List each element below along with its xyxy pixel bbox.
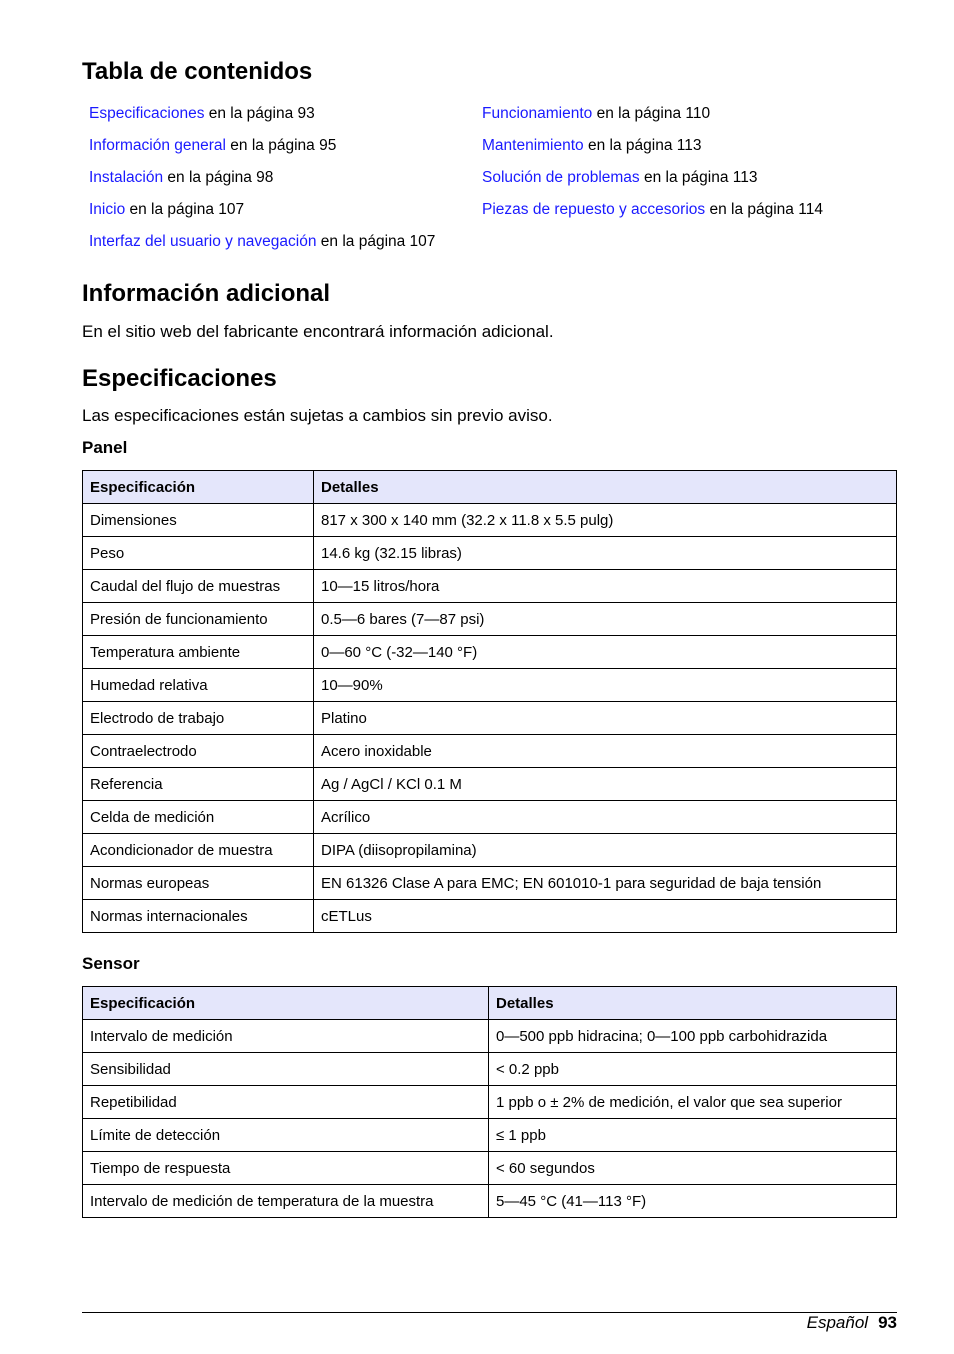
toc-link[interactable]: Mantenimiento <box>482 137 584 154</box>
table-row <box>83 504 897 537</box>
toc-left-column <box>89 104 435 264</box>
spec-name: Referencia <box>83 768 314 801</box>
table-row <box>83 1119 897 1152</box>
spec-name: Intervalo de medición de temperatura de la muestra <box>83 1185 489 1218</box>
spec-detail: EN 61326 Clase A para EMC; EN 601010-1 para seguridad de baja tensión <box>314 867 897 900</box>
spec-detail: ≤ 1 ppb <box>489 1119 897 1152</box>
spec-name: Tiempo de respuesta <box>83 1152 489 1185</box>
table-row <box>83 834 897 867</box>
spec-name: Temperatura ambiente <box>83 636 314 669</box>
spec-name: Presión de funcionamiento <box>83 603 314 636</box>
toc-page-ref: en la página 98 <box>163 169 274 186</box>
toc-link[interactable]: Piezas de repuesto y accesorios <box>482 201 706 218</box>
table-header-row <box>83 987 897 1020</box>
toc-entry <box>482 200 823 232</box>
table-row <box>83 1185 897 1218</box>
table-row <box>83 570 897 603</box>
toc-entry <box>89 200 435 232</box>
table-row <box>83 603 897 636</box>
table-header-row <box>83 471 897 504</box>
spec-name: Intervalo de medición <box>83 1020 489 1053</box>
toc-entry <box>482 168 823 200</box>
toc-link[interactable]: Funcionamiento <box>482 105 593 122</box>
specs-title: Especificaciones <box>82 365 277 392</box>
table-row <box>83 669 897 702</box>
toc-page-ref: en la página 113 <box>639 169 758 186</box>
spec-detail: Acero inoxidable <box>314 735 897 768</box>
table-row <box>83 735 897 768</box>
toc-link[interactable]: Instalación <box>89 169 164 186</box>
toc-right-column <box>482 104 823 232</box>
toc-page-ref: en la página 110 <box>592 105 711 122</box>
toc-link[interactable]: Interfaz del usuario y navegación <box>89 233 317 250</box>
table-row <box>83 537 897 570</box>
spec-name: Electrodo de trabajo <box>83 702 314 735</box>
spec-name: Normas internacionales <box>83 900 314 933</box>
spec-detail: 817 x 300 x 140 mm (32.2 x 11.8 x 5.5 pulg) <box>314 504 897 537</box>
spec-detail: 0—60 °C (-32—140 °F) <box>314 636 897 669</box>
footer-divider <box>82 1312 897 1313</box>
spec-name: Dimensiones <box>83 504 314 537</box>
spec-name: Humedad relativa <box>83 669 314 702</box>
spec-detail: 10—90% <box>314 669 897 702</box>
table-row <box>83 768 897 801</box>
spec-name: Normas europeas <box>83 867 314 900</box>
spec-name: Caudal del flujo de muestras <box>83 570 314 603</box>
table-row <box>83 1053 897 1086</box>
toc-entry <box>89 168 435 200</box>
toc-page-ref: en la página 107 <box>316 233 436 250</box>
spec-detail: 10—15 litros/hora <box>314 570 897 603</box>
spec-detail: Ag / AgCl / KCl 0.1 M <box>314 768 897 801</box>
spec-name: Límite de detección <box>83 1119 489 1152</box>
spec-name: Contraelectrodo <box>83 735 314 768</box>
spec-detail: DIPA (diisopropilamina) <box>314 834 897 867</box>
toc-link[interactable]: Información general <box>89 137 226 154</box>
spec-detail: cETLus <box>314 900 897 933</box>
page-number: 93 <box>878 1313 897 1332</box>
spec-detail: 14.6 kg (32.15 libras) <box>314 537 897 570</box>
toc-entry <box>482 104 823 136</box>
panel-spec-table <box>82 470 897 933</box>
toc-page-ref: en la página 95 <box>226 137 337 154</box>
column-header: Especificación <box>83 987 489 1020</box>
specs-intro-text: Las especificaciones están sujetas a cambios sin previo aviso. <box>82 406 553 425</box>
spec-name: Acondicionador de muestra <box>83 834 314 867</box>
additional-info-title: Información adicional <box>82 280 331 307</box>
additional-info-text: En el sitio web del fabricante encontrará información adicional. <box>82 322 554 341</box>
toc-page-ref: en la página 107 <box>125 201 245 218</box>
table-row <box>83 801 897 834</box>
panel-subtitle: Panel <box>82 438 128 457</box>
spec-detail: 1 ppb o ± 2% de medición, el valor que sea superior <box>489 1086 897 1119</box>
table-row <box>83 900 897 933</box>
spec-name: Repetibilidad <box>83 1086 489 1119</box>
column-header: Especificación <box>83 471 314 504</box>
toc-entry <box>482 136 823 168</box>
spec-detail: < 0.2 ppb <box>489 1053 897 1086</box>
toc-page-ref: en la página 114 <box>705 201 823 218</box>
toc-page-ref: en la página 113 <box>583 137 702 154</box>
spec-detail: 0—500 ppb hidracina; 0—100 ppb carbohidrazida <box>489 1020 897 1053</box>
spec-name: Peso <box>83 537 314 570</box>
spec-detail: Acrílico <box>314 801 897 834</box>
spec-detail: < 60 segundos <box>489 1152 897 1185</box>
table-row <box>83 1152 897 1185</box>
sensor-spec-table <box>82 986 897 1218</box>
table-row <box>83 702 897 735</box>
toc-entry <box>89 104 435 136</box>
table-row <box>83 867 897 900</box>
column-header: Detalles <box>489 987 897 1020</box>
spec-detail: 5—45 °C (41—113 °F) <box>489 1185 897 1218</box>
footer-language: Español <box>806 1313 869 1332</box>
spec-name: Sensibilidad <box>83 1053 489 1086</box>
toc-link[interactable]: Solución de problemas <box>482 169 640 186</box>
table-row <box>83 1086 897 1119</box>
spec-detail: 0.5—6 bares (7—87 psi) <box>314 603 897 636</box>
sensor-subtitle: Sensor <box>82 954 140 973</box>
toc-link[interactable]: Especificaciones <box>89 105 205 122</box>
table-row <box>83 636 897 669</box>
column-header: Detalles <box>314 471 897 504</box>
toc-entry <box>89 136 435 168</box>
toc-entry <box>89 232 435 264</box>
spec-name: Celda de medición <box>83 801 314 834</box>
toc-title: Tabla de contenidos <box>82 58 313 85</box>
toc-page-ref: en la página 93 <box>204 105 315 122</box>
spec-detail: Platino <box>314 702 897 735</box>
table-row <box>83 1020 897 1053</box>
page-footer <box>807 1313 897 1333</box>
toc-link[interactable]: Inicio <box>89 201 126 218</box>
